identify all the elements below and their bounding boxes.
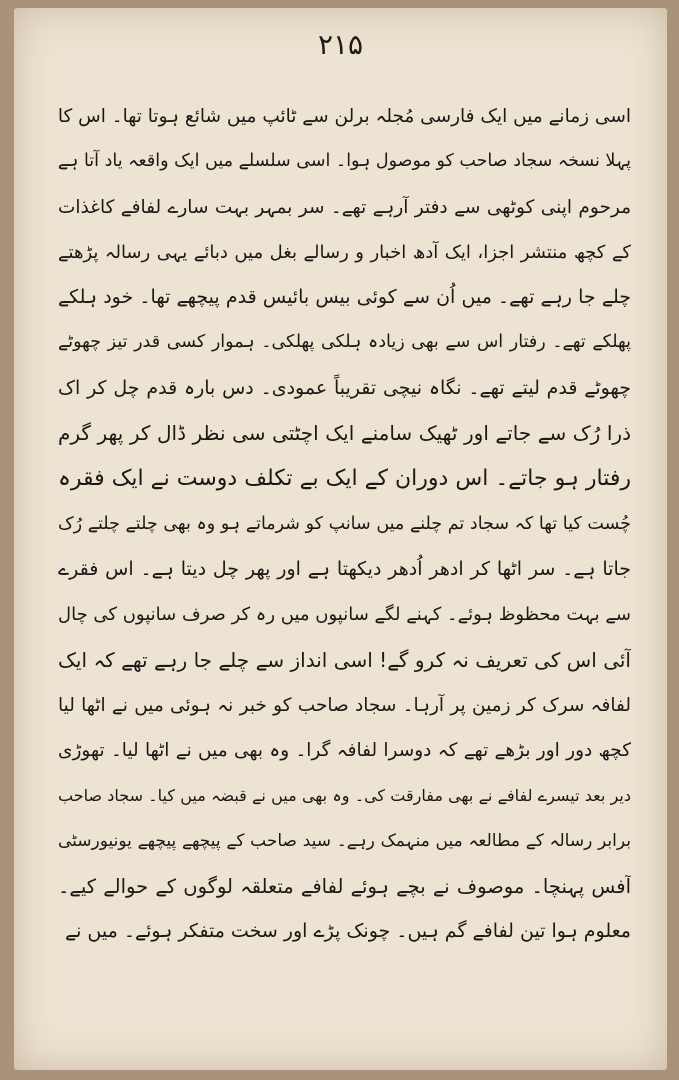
text-line-13: آئی اس کی تعریف نہ کرو گے! اسی انداز سے چلے جا رہے تھے کہ ایک: [58, 647, 631, 672]
text-line-18: آفس پہنچا۔ موصوف نے بچے ہوئے لفافے متعلقہ لوگوں کے حوالے کیے۔: [58, 875, 631, 899]
text-line-11: جاتا ہے۔ سر اٹھا کر ادھر اُدھر دیکھتا ہے اور پھر چل دیتا ہے۔ اس فقرے: [58, 557, 631, 580]
text-line-12: سے بہت محظوظ ہوئے۔ کہنے لگے سانپوں میں رہ کر صرف سانپوں کی چال: [58, 604, 631, 626]
text-line-7: چھوٹے قدم لیتے تھے۔ نگاہ نیچی تقریباً عمودی۔ دس بارہ قدم چل کر اک: [58, 376, 631, 399]
page-number: ۲۱۵: [317, 28, 364, 61]
text-line-17: برابر رسالہ کے مطالعہ میں منہمک رہے۔ سید صاحب کے پیچھے پیچھے یونیورسٹی: [58, 830, 631, 851]
text-line-9: رفتار ہو جاتے۔ اس دوران کے ایک بے تکلف دوست نے ایک فقرہ: [58, 466, 631, 492]
text-body: [58, 94, 631, 955]
text-line-15: کچھ دور اور بڑھے تھے کہ دوسرا لفافہ گرا۔ وہ بھی میں نے اٹھا لیا۔ تھوڑی: [58, 740, 631, 762]
text-line-10: چُست کیا تھا کہ سجاد تم چلنے میں سانپ کو شرماتے ہو وہ بھی چلتے چلتے رُک: [58, 513, 631, 534]
text-line-8: ذرا رُک سے جاتے اور ٹھیک سامنے ایک اچٹتی سی نظر ڈال کر پھر گرم: [58, 421, 631, 446]
text-line-1: اسی زمانے میں ایک فارسی مُجلہ برلن سے ٹائپ میں شائع ہوتا تھا۔ اس کا: [58, 106, 631, 127]
text-line-3: مرحوم اپنی کوٹھی سے دفتر آرہے تھے۔ سر بمہر بہت سارے لفافے کاغذات: [58, 196, 631, 218]
text-line-4: کے کچھ منتشر اجزا، ایک آدھ اخبار و رسالے بغل میں دبائے یہی رسالہ پڑھتے: [58, 241, 631, 263]
text-line-2: پہلا نسخہ سجاد صاحب کو موصول ہوا۔ اسی سلسلے میں ایک واقعہ یاد آتا ہے: [58, 151, 631, 172]
book-page: [14, 8, 667, 1070]
text-line-5: چلے جا رہے تھے۔ میں اُن سے کوئی بیس بائیس قدم پیچھے تھا۔ خود ہلکے: [58, 286, 631, 309]
text-line-6: پھلکے تھے۔ رفتار اس سے بھی زیادہ ہلکی پھلکی۔ ہموار کسی قدر تیز چھوٹے: [58, 332, 631, 353]
text-line-16: دیر بعد تیسرے لفافے نے بھی مفارقت کی۔ وہ بھی میں نے قبضہ میں کیا۔ سجاد صاحب: [58, 786, 631, 806]
text-line-19: معلوم ہوا تین لفافے گم ہیں۔ چونک پڑے اور سخت متفکر ہوئے۔ میں نے: [64, 920, 631, 943]
text-line-14: لفافہ سرک کر زمین پر آرہا۔ سجاد صاحب کو خبر نہ ہوئی میں نے اٹھا لیا: [58, 694, 631, 716]
